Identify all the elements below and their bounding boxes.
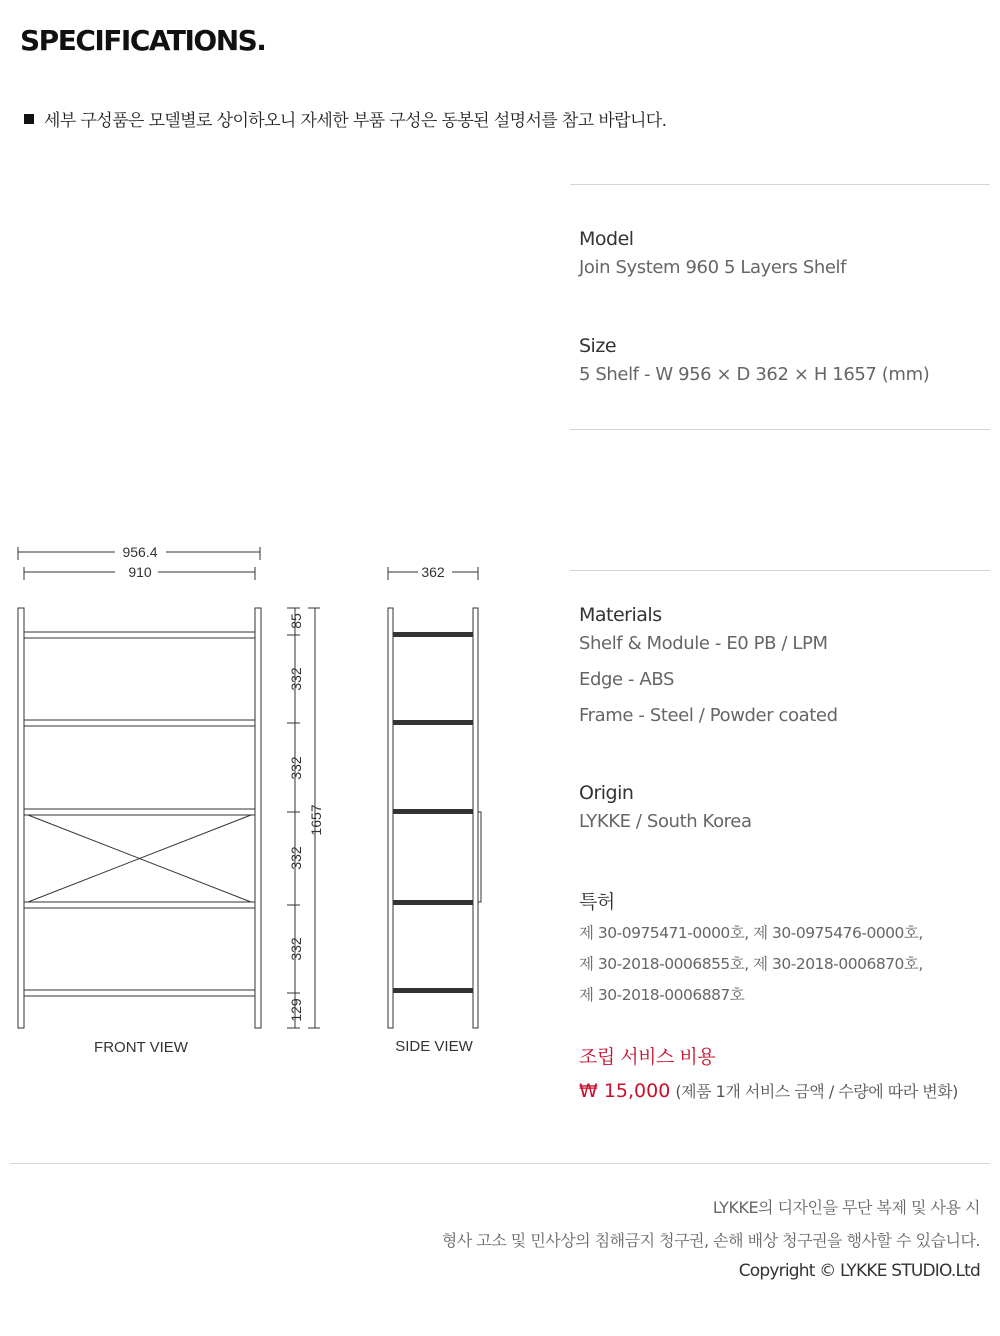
- assembly-service: [579, 1042, 989, 1102]
- front-shelf: [24, 632, 255, 638]
- dim-gap: 332: [288, 846, 304, 870]
- spec-origin-value: LYKKE / South Korea: [579, 811, 752, 832]
- spec-patent-line: 제 30-2018-0006887호: [579, 986, 745, 1004]
- divider: [570, 184, 990, 185]
- dim-bottom: 129: [288, 998, 304, 1022]
- page-title: SPECIFICATIONS.: [20, 24, 266, 57]
- side-view-label: SIDE VIEW: [395, 1038, 473, 1055]
- footer-notice: [442, 1195, 980, 1281]
- side-front-post: [388, 608, 393, 1028]
- notice-text: 세부 구성품은 모델별로 상이하오니 자세한 부품 구성은 동봉된 설명서를 참고 바랍니다.: [44, 111, 667, 131]
- spec-materials-label: Materials: [579, 604, 662, 626]
- side-back-brace: [478, 812, 481, 902]
- spec-model: [579, 228, 989, 286]
- spec-patent-label: 특허: [579, 891, 615, 913]
- side-shelf: [393, 809, 473, 814]
- front-shelf: [24, 990, 255, 996]
- spec-materials-line: Frame - Steel / Powder coated: [579, 705, 838, 726]
- front-shelf: [24, 809, 255, 815]
- front-view-label: FRONT VIEW: [94, 1039, 188, 1056]
- side-shelf: [393, 988, 473, 993]
- spec-size-label: Size: [579, 335, 617, 357]
- footer-line: 형사 고소 및 민사상의 침해금지 청구권, 손해 배상 청구권을 행사할 수 있습니다.: [441, 1231, 980, 1250]
- dim-gap: 332: [288, 756, 304, 780]
- spec-model-value: Join System 960 5 Layers Shelf: [579, 257, 847, 278]
- dim-height: 1657: [308, 804, 324, 836]
- dim-total-width: 956.4: [122, 544, 158, 560]
- side-shelf: [393, 900, 473, 905]
- spec-patent-line: 제 30-0975471-0000호, 제 30-0975476-0000호,: [579, 924, 923, 942]
- dim-gap: 332: [288, 667, 304, 691]
- dim-top: 85: [288, 613, 304, 629]
- spec-origin-label: Origin: [579, 782, 634, 804]
- service-note: (제품 1개 서비스 금액 / 수량에 따라 변화): [675, 1082, 958, 1101]
- side-shelf: [393, 632, 473, 637]
- spec-patent: [579, 887, 989, 1011]
- divider: [570, 570, 990, 571]
- spec-origin: [579, 782, 989, 840]
- service-label: 조립 서비스 비용: [579, 1046, 716, 1068]
- copyright: Copyright © LYKKE STUDIO.Ltd: [738, 1261, 980, 1281]
- front-shelf: [24, 902, 255, 908]
- footer-divider: [10, 1163, 990, 1164]
- front-shelf: [24, 720, 255, 726]
- front-right-post: [255, 608, 261, 1028]
- dim-gap: 332: [288, 937, 304, 961]
- spec-materials-line: Edge - ABS: [579, 669, 675, 690]
- notice: [24, 106, 666, 131]
- spec-materials: [579, 604, 989, 734]
- side-back-post: [473, 608, 478, 1028]
- spec-size-value: 5 Shelf - W 956 × D 362 × H 1657 (mm): [579, 364, 930, 385]
- spec-size: [579, 335, 989, 393]
- bullet-square-icon: [24, 114, 34, 124]
- divider: [570, 429, 990, 430]
- side-shelf: [393, 720, 473, 725]
- spec-model-label: Model: [579, 228, 634, 250]
- service-price: ₩ 15,000: [579, 1080, 671, 1102]
- dim-inner-width: 910: [128, 564, 152, 580]
- shelf-drawing: [0, 530, 540, 1070]
- footer-line: LYKKE의 디자인을 무단 복제 및 사용 시: [712, 1198, 980, 1217]
- dim-depth: 362: [421, 564, 445, 580]
- front-left-post: [18, 608, 24, 1028]
- spec-patent-line: 제 30-2018-0006855호, 제 30-2018-0006870호,: [579, 955, 923, 973]
- spec-materials-line: Shelf & Module - E0 PB / LPM: [579, 633, 828, 654]
